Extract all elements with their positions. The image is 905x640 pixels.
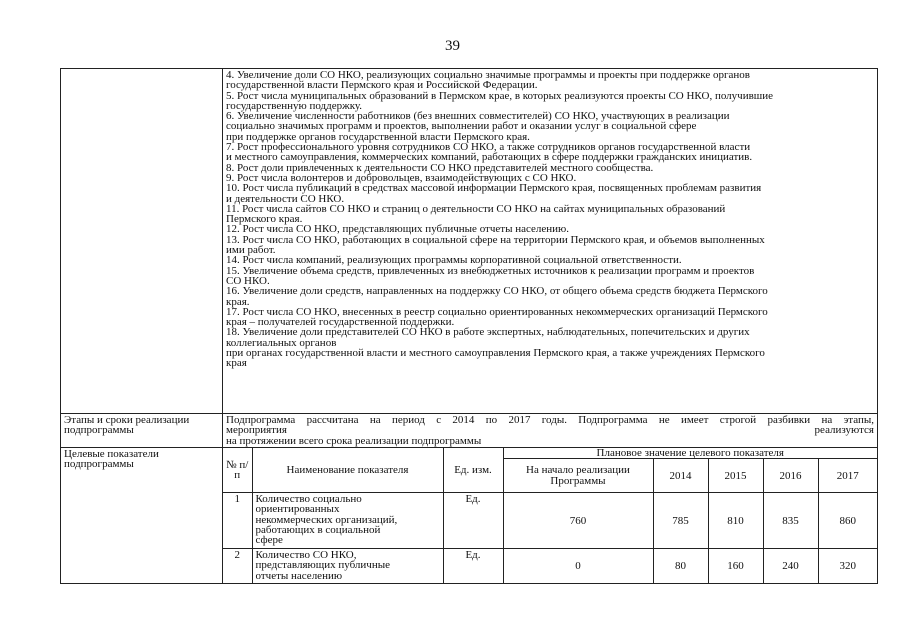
header-unit: Ед. изм. (443, 448, 503, 493)
task-line: 12. Рост числа СО НКО, представляющих публичные отчеты населению. (226, 223, 569, 236)
task-line: края (226, 357, 247, 370)
row-2-2016: 240 (763, 549, 818, 583)
task-line: ими работ. (226, 244, 276, 257)
row-2-start: 0 (503, 549, 653, 583)
table-row (223, 493, 877, 549)
task-line: 9. Рост числа волонтеров и добровольцев, взаимодействующих с СО НКО. (226, 171, 577, 184)
header-name: Наименование показателя (252, 448, 443, 493)
task-line: и местного самоуправления, коммерческих компаний, работающих в сфере поддержки гражданских инициатив. (226, 151, 753, 164)
task-line: 11. Рост числа сайтов СО НКО и страниц о деятельности СО НКО на сайтах муниципальных образований (226, 202, 726, 215)
row-2-2015: 160 (708, 549, 763, 583)
stages-line-1: Подпрограмма рассчитана на период с 2014 по 2017 годы. Подпрограмма не имеет строгой разбивки на этапы, (226, 414, 874, 426)
task-line: 17. Рост числа СО НКО, внесенных в реестр социально ориентированных некоммерческих организаций Пермского (226, 305, 768, 318)
task-line: 10. Рост числа публикаций в средствах массовой информации Пермского края, посвященных проблемам развития (226, 182, 762, 195)
page-number: 39 (445, 38, 460, 54)
header-year-2016: 2016 (763, 459, 818, 493)
tasks-row (61, 69, 878, 414)
row-2-name: Количество СО НКО, представляющих публичные отчеты населению (252, 549, 443, 583)
row-2-2017: 320 (818, 549, 877, 583)
task-line: 8. Рост доли привлеченных к деятельности СО НКО представителей местного сообщества. (226, 161, 654, 174)
row-2-unit: Ед. (443, 549, 503, 583)
task-line: государственной власти Пермского края и Российской Федерации. (226, 79, 538, 92)
indicators-row (61, 447, 878, 583)
task-line: СО НКО. (226, 274, 270, 287)
task-line: 7. Рост профессионального уровня сотрудников СО НКО, а также сотрудников органов государственной власти (226, 141, 751, 154)
task-line: края. (226, 295, 250, 308)
indicators-table (223, 448, 877, 583)
stages-row (61, 414, 878, 448)
row-1-name: Количество социально ориентированных некоммерческих организаций, работающих в социальной сфере (252, 493, 443, 549)
header-year-2014: 2014 (653, 459, 708, 493)
stages-label: Этапы и сроки реализации подпрограммы (61, 414, 223, 448)
row-1-2017: 860 (818, 493, 877, 549)
task-line: 4. Увеличение доли СО НКО, реализующих социально значимые программы и проекты при поддержке органов (226, 69, 750, 81)
task-line: государственную поддержку. (226, 99, 363, 112)
stages-text (223, 414, 878, 448)
row-1-2016: 835 (763, 493, 818, 549)
task-line: Пермского края. (226, 213, 303, 226)
row-1-2015: 810 (708, 493, 763, 549)
stages-line-3: на протяжении всего срока реализации подпрограммы (226, 434, 482, 447)
task-line: 6. Увеличение численности работников (без внешних совместителей) СО НКО, участвующих в реализации (226, 110, 730, 123)
indicators-header-row-1 (223, 448, 877, 459)
header-num: № п/п (223, 448, 252, 493)
header-year-2017: 2017 (818, 459, 877, 493)
task-line: 18. Увеличение доли представителей СО НКО в работе экспертных, наблюдательных, попечительских и других (226, 326, 750, 339)
passport-table (60, 68, 878, 584)
task-line: 5. Рост числа муниципальных образований в Пермском крае, в которых реализуются проекты СО НКО, получившие (226, 89, 774, 102)
row-1-num: 1 (223, 493, 252, 549)
header-planned: Плановое значение целевого показателя (503, 448, 877, 459)
task-line: коллегиальных органов (226, 336, 337, 349)
row-1-2014: 785 (653, 493, 708, 549)
task-line: 14. Рост числа компаний, реализующих программы корпоративной социальной ответственности. (226, 254, 682, 267)
tasks-label-cell (61, 69, 223, 414)
row-2-num: 2 (223, 549, 252, 583)
header-year-2015: 2015 (708, 459, 763, 493)
row-1-unit: Ед. (443, 493, 503, 549)
stages-line-2b: реализуются (814, 424, 874, 437)
table-row (223, 549, 877, 583)
header-start: На начало реализации Программы (503, 459, 653, 493)
task-line: 15. Увеличение объема средств, привлеченных из внебюджетных источников к реализации программ и проектов (226, 264, 755, 277)
indicators-label: Целевые показатели подпрограммы (61, 447, 223, 583)
row-1-start: 760 (503, 493, 653, 549)
stages-line-2a: мероприятия (226, 424, 287, 437)
row-2-2014: 80 (653, 549, 708, 583)
task-line: и деятельности СО НКО. (226, 192, 345, 205)
task-line: социально значимых программ и проектов, выполнении работ и оказании услуг в социальной сфере (226, 120, 697, 133)
task-line: при органах государственной власти и местного самоуправления Пермского края, а также учреждениях Пермского (226, 347, 765, 360)
task-line: 13. Рост числа СО НКО, работающих в социальной сфере на территории Пермского края, и объемов выполненных (226, 233, 765, 246)
task-line: 16. Увеличение доли средств, направленных на поддержку СО НКО, от общего объема средств бюджета Пермского (226, 285, 768, 298)
task-line: при поддержке органов государственной власти Пермского края. (226, 130, 530, 143)
task-line: края – получателей государственной поддержки. (226, 316, 455, 329)
indicators-cell (223, 447, 878, 583)
tasks-list-cell (223, 69, 878, 414)
